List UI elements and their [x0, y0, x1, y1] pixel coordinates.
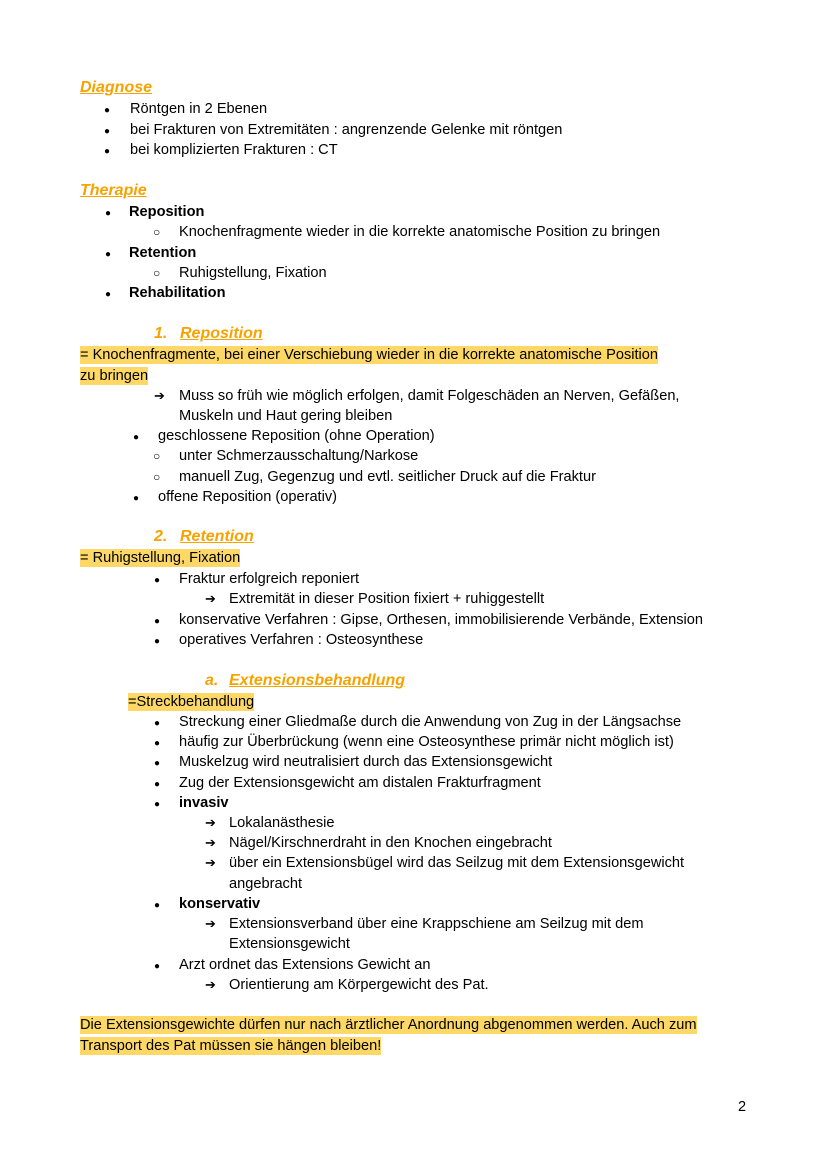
bullet-icon: [105, 203, 111, 223]
heading-extensionsbehandlung: Extensionsbehandlung: [229, 672, 406, 689]
list-item: Extremität in dieser Position fixiert + ruhiggestellt: [229, 591, 545, 607]
list-item: Arzt ordnet das Extensions Gewicht an: [179, 957, 431, 973]
list-item: bei Frakturen von Extremitäten : angrenzende Gelenke mit röntgen: [130, 122, 563, 138]
section-letter: a.: [205, 672, 219, 689]
bullet-icon: [133, 427, 139, 447]
bullet-icon: [154, 611, 160, 631]
definition: = Ruhigstellung, Fixation: [80, 550, 241, 566]
bullet-icon: [154, 570, 160, 590]
arrow-icon: [205, 814, 216, 832]
list-item: Ruhigstellung, Fixation: [179, 265, 327, 281]
bullet-icon: [154, 753, 160, 773]
list-item: konservativ: [179, 896, 261, 912]
list-item: manuell Zug, Gegenzug und evtl. seitlicher Druck auf die Fraktur: [179, 469, 596, 485]
circle-bullet-icon: [153, 264, 160, 282]
list-item: unter Schmerzausschaltung/Narkose: [179, 448, 419, 464]
heading-retention: Retention: [180, 528, 254, 545]
list-item: Fraktur erfolgreich reponiert: [179, 571, 360, 587]
arrow-icon: [205, 915, 216, 933]
note: Transport des Pat müssen sie hängen bleiben!: [80, 1038, 382, 1054]
list-item: Reposition: [129, 204, 205, 220]
list-item: Extensionsgewicht: [229, 936, 350, 952]
list-item: Nägel/Kirschnerdraht in den Knochen eingebracht: [229, 835, 552, 851]
arrow-icon: [205, 590, 216, 608]
list-item: Muskeln und Haut gering bleiben: [179, 408, 393, 424]
list-item: häufig zur Überbrückung (wenn eine Osteosynthese primär nicht möglich ist): [179, 734, 674, 750]
list-item: Retention: [129, 245, 197, 261]
list-item: operatives Verfahren : Osteosynthese: [179, 632, 424, 648]
list-item: Zug der Extensionsgewicht am distalen Frakturfragment: [179, 775, 541, 791]
circle-bullet-icon: [153, 468, 160, 486]
circle-bullet-icon: [153, 447, 160, 465]
bullet-icon: [104, 121, 110, 141]
list-item: Extensionsverband über eine Krappschiene am Seilzug mit dem: [229, 916, 644, 932]
heading-reposition: Reposition: [180, 325, 263, 342]
bullet-icon: [154, 733, 160, 753]
list-item: Streckung einer Gliedmaße durch die Anwendung von Zug in der Längsachse: [179, 714, 682, 730]
arrow-icon: [205, 834, 216, 852]
list-item: Knochenfragmente wieder in die korrekte anatomische Position zu bringen: [179, 224, 661, 240]
bullet-icon: [154, 631, 160, 651]
list-item: Lokalanästhesie: [229, 815, 335, 831]
list-item: Muskelzug wird neutralisiert durch das Extensionsgewicht: [179, 754, 553, 770]
section-number: 2.: [154, 528, 168, 545]
bullet-icon: [104, 141, 110, 161]
bullet-icon: [154, 895, 160, 915]
heading-therapie: Therapie: [80, 182, 147, 199]
list-item: konservative Verfahren : Gipse, Orthesen, immobilisierende Verbände, Extension: [179, 612, 704, 628]
list-item: Rehabilitation: [129, 285, 226, 301]
definition: =Streckbehandlung: [128, 694, 255, 710]
bullet-icon: [105, 284, 111, 304]
definition: = Knochenfragmente, bei einer Verschiebung wieder in die korrekte anatomische Position: [80, 347, 659, 363]
list-item: offene Reposition (operativ): [158, 489, 338, 505]
note: Die Extensionsgewichte dürfen nur nach ärztlicher Anordnung abgenommen werden. Auch zum: [80, 1017, 697, 1033]
bullet-icon: [154, 774, 160, 794]
circle-bullet-icon: [153, 223, 160, 241]
arrow-icon: [205, 854, 216, 872]
list-item: Muss so früh wie möglich erfolgen, damit Folgeschäden an Nerven, Gefäßen,: [179, 388, 680, 404]
list-item: geschlossene Reposition (ohne Operation): [158, 428, 435, 444]
page-number: 2: [738, 1099, 747, 1115]
list-item: angebracht: [229, 876, 303, 892]
definition: zu bringen: [80, 368, 149, 384]
heading-diagnose: Diagnose: [80, 79, 153, 96]
bullet-icon: [154, 713, 160, 733]
arrow-icon: [205, 976, 216, 994]
bullet-icon: [154, 956, 160, 976]
arrow-icon: [154, 387, 165, 405]
list-item: bei komplizierten Frakturen : CT: [130, 142, 338, 158]
section-number: 1.: [154, 325, 168, 342]
bullet-icon: [105, 244, 111, 264]
list-item: Röntgen in 2 Ebenen: [130, 101, 268, 117]
list-item: über ein Extensionsbügel wird das Seilzug mit dem Extensionsgewicht: [229, 855, 685, 871]
bullet-icon: [104, 100, 110, 120]
list-item: Orientierung am Körpergewicht des Pat.: [229, 977, 489, 993]
list-item: invasiv: [179, 795, 229, 811]
bullet-icon: [133, 488, 139, 508]
bullet-icon: [154, 794, 160, 814]
